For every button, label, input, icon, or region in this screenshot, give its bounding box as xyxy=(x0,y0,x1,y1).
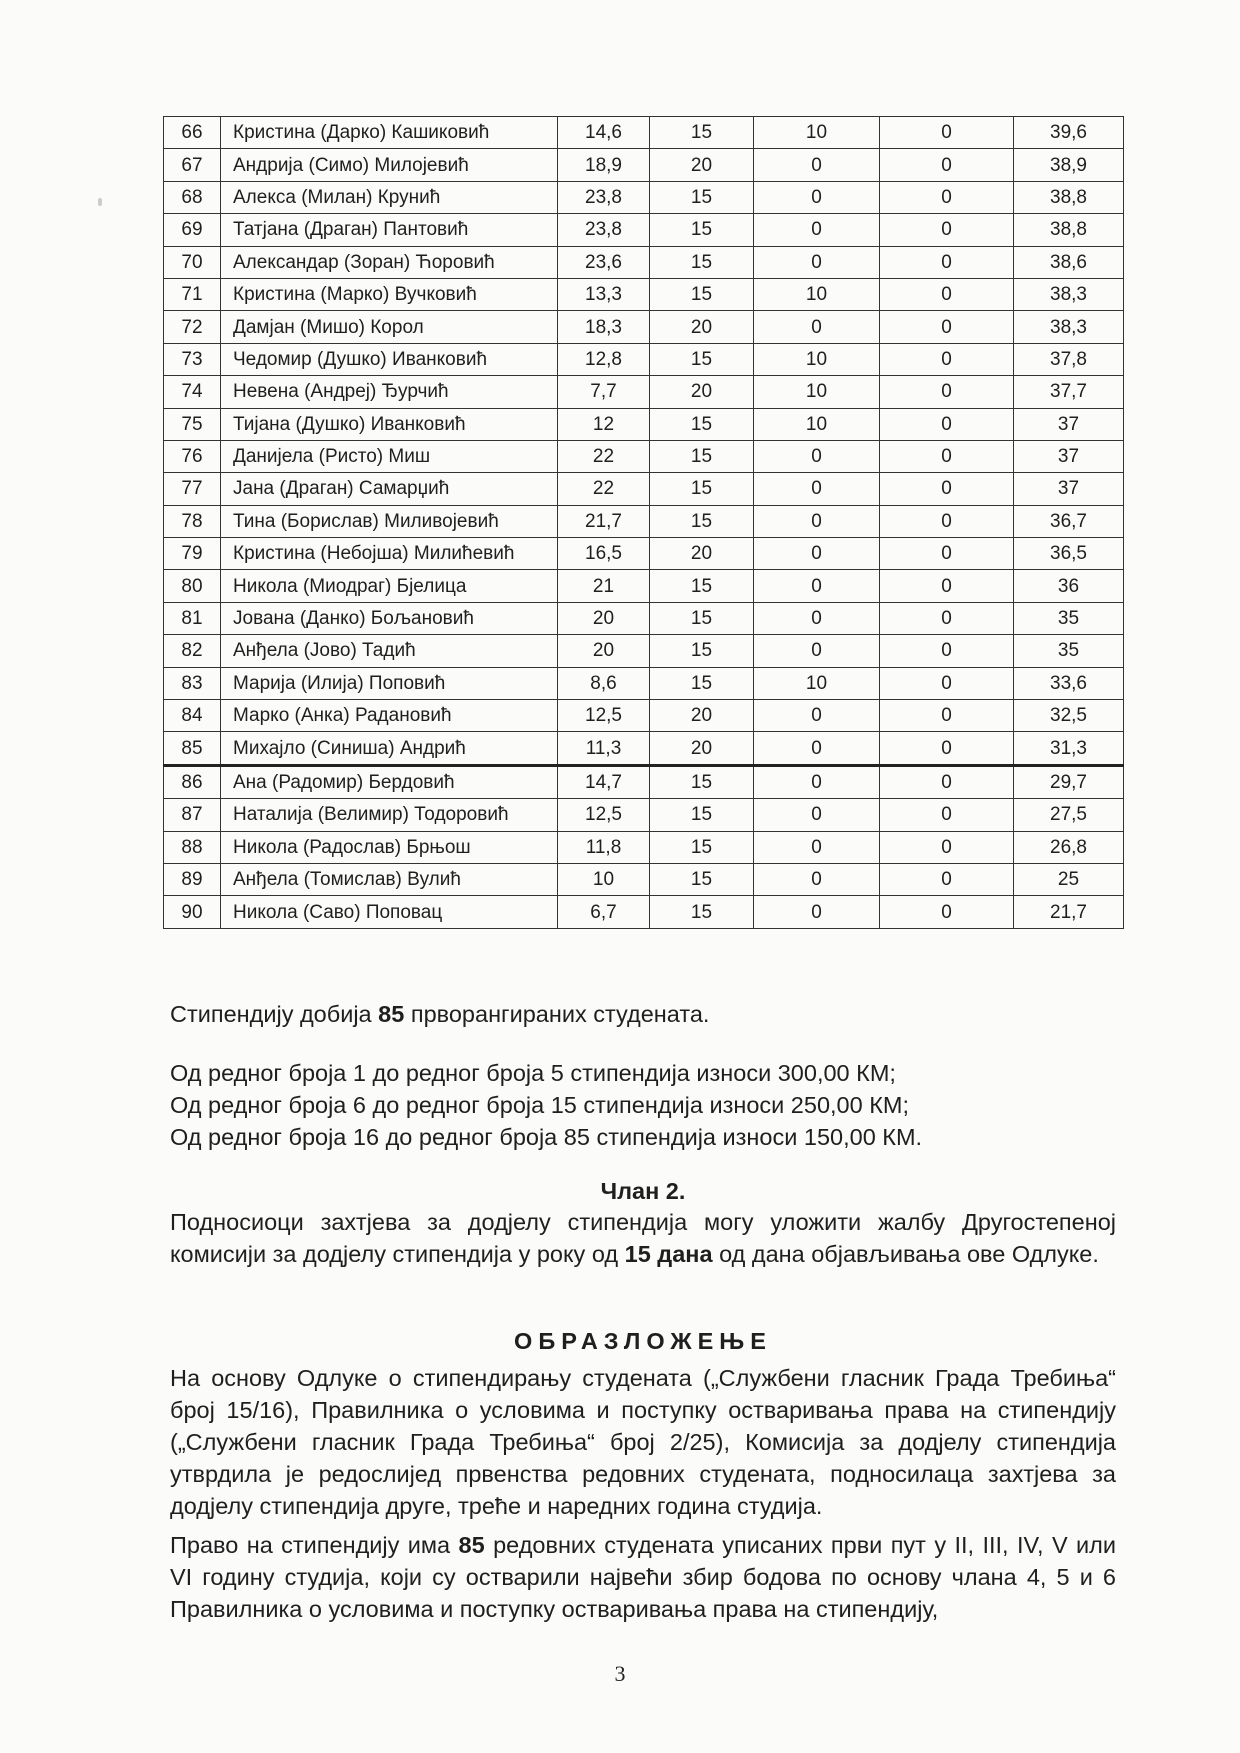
rationale-title: ОБРАЗЛОЖЕЊЕ xyxy=(514,1328,772,1354)
total-points-cell: 37,7 xyxy=(1014,376,1124,408)
grade-points-cell: 11,8 xyxy=(558,831,650,863)
year-points-cell: 20 xyxy=(650,376,754,408)
other-points-cell: 0 xyxy=(880,278,1014,310)
student-name-cell: Анђела (Томислав) Вулић xyxy=(221,863,558,895)
grade-points-cell: 16,5 xyxy=(558,538,650,570)
student-name-cell: Татјана (Драган) Пантовић xyxy=(221,214,558,246)
rank-number-cell: 89 xyxy=(164,863,221,895)
social-points-cell: 0 xyxy=(754,863,880,895)
rationale-paragraph-1: На основу Одлуке о стипендирању студената („Службени гласник Града Требиња“ број 15/16), Правилника о условима и поступку остваривања права на стипендију („Службени гласник Града Требиња“ број 2/25), Комисија за додјелу стипендија утврдила је редослијед првенства редовних студената, подносилаца захтјева за додјелу стипендија друге, треће и наредних година студија. xyxy=(170,1365,1116,1519)
student-name-cell: Дамјан (Мишо) Корол xyxy=(221,311,558,343)
other-points-cell: 0 xyxy=(880,246,1014,278)
rank-number-cell: 85 xyxy=(164,732,221,765)
social-points-cell: 10 xyxy=(754,667,880,699)
total-points-cell: 39,6 xyxy=(1014,117,1124,149)
grade-points-cell: 12,8 xyxy=(558,343,650,375)
grade-points-cell: 13,3 xyxy=(558,278,650,310)
table-row xyxy=(164,376,1124,408)
other-points-cell: 0 xyxy=(880,799,1014,831)
total-points-cell: 36,7 xyxy=(1014,505,1124,537)
total-points-cell: 38,8 xyxy=(1014,181,1124,213)
other-points-cell: 0 xyxy=(880,667,1014,699)
social-points-cell: 0 xyxy=(754,570,880,602)
social-points-cell: 0 xyxy=(754,602,880,634)
table-row xyxy=(164,765,1124,798)
total-points-cell: 31,3 xyxy=(1014,732,1124,765)
total-points-cell: 25 xyxy=(1014,863,1124,895)
student-name-cell: Никола (Саво) Поповац xyxy=(221,896,558,928)
table-row xyxy=(164,149,1124,181)
amount-line: Од редног броја 16 до редног броја 85 стипендија износи 150,00 КМ. xyxy=(170,1124,923,1150)
student-name-cell: Алекса (Милан) Крунић xyxy=(221,181,558,213)
year-points-cell: 15 xyxy=(650,440,754,472)
student-name-cell: Никола (Радослав) Брњош xyxy=(221,831,558,863)
table-row xyxy=(164,214,1124,246)
table-row xyxy=(164,538,1124,570)
student-name-cell: Данијела (Ристо) Миш xyxy=(221,440,558,472)
rank-number-cell: 82 xyxy=(164,635,221,667)
rank-number-cell: 74 xyxy=(164,376,221,408)
rank-number-cell: 78 xyxy=(164,505,221,537)
social-points-cell: 0 xyxy=(754,440,880,472)
other-points-cell: 0 xyxy=(880,440,1014,472)
rank-number-cell: 70 xyxy=(164,246,221,278)
other-points-cell: 0 xyxy=(880,896,1014,928)
year-points-cell: 15 xyxy=(650,863,754,895)
grade-points-cell: 22 xyxy=(558,473,650,505)
rank-number-cell: 79 xyxy=(164,538,221,570)
other-points-cell: 0 xyxy=(880,831,1014,863)
grade-points-cell: 10 xyxy=(558,863,650,895)
other-points-cell: 0 xyxy=(880,570,1014,602)
total-points-cell: 37,8 xyxy=(1014,343,1124,375)
total-points-cell: 36 xyxy=(1014,570,1124,602)
rationale-paragraph-2: Право на стипендију има 85 редовних студената уписаних први пут у II, III, IV, V или VI годину студија, који су остварили највећи збир бодова по основу члана 4, 5 и 6 Правилника о условима и поступку остваривања права на стипендију, xyxy=(170,1532,1116,1622)
student-name-cell: Јована (Данко) Бољановић xyxy=(221,602,558,634)
table-row xyxy=(164,505,1124,537)
grade-points-cell: 12,5 xyxy=(558,700,650,732)
year-points-cell: 15 xyxy=(650,765,754,798)
total-points-cell: 33,6 xyxy=(1014,667,1124,699)
social-points-cell: 0 xyxy=(754,149,880,181)
total-points-cell: 37 xyxy=(1014,440,1124,472)
social-points-cell: 10 xyxy=(754,117,880,149)
table-row xyxy=(164,343,1124,375)
table-row xyxy=(164,831,1124,863)
year-points-cell: 15 xyxy=(650,667,754,699)
grade-points-cell: 14,7 xyxy=(558,765,650,798)
year-points-cell: 15 xyxy=(650,505,754,537)
social-points-cell: 0 xyxy=(754,765,880,798)
rank-number-cell: 81 xyxy=(164,602,221,634)
table-row xyxy=(164,311,1124,343)
rank-number-cell: 80 xyxy=(164,570,221,602)
other-points-cell: 0 xyxy=(880,732,1014,765)
table-row xyxy=(164,700,1124,732)
total-points-cell: 35 xyxy=(1014,635,1124,667)
student-name-cell: Ана (Радомир) Бердовић xyxy=(221,765,558,798)
total-points-cell: 27,5 xyxy=(1014,799,1124,831)
rank-number-cell: 75 xyxy=(164,408,221,440)
social-points-cell: 0 xyxy=(754,214,880,246)
social-points-cell: 0 xyxy=(754,700,880,732)
rank-number-cell: 66 xyxy=(164,117,221,149)
table-row xyxy=(164,799,1124,831)
table-row xyxy=(164,732,1124,765)
student-name-cell: Никола (Миодраг) Бјелица xyxy=(221,570,558,602)
other-points-cell: 0 xyxy=(880,863,1014,895)
grade-points-cell: 20 xyxy=(558,602,650,634)
grade-points-cell: 18,3 xyxy=(558,311,650,343)
student-name-cell: Невена (Андреј) Ђурчић xyxy=(221,376,558,408)
rank-number-cell: 84 xyxy=(164,700,221,732)
grade-points-cell: 14,6 xyxy=(558,117,650,149)
year-points-cell: 15 xyxy=(650,635,754,667)
total-points-cell: 38,9 xyxy=(1014,149,1124,181)
year-points-cell: 15 xyxy=(650,473,754,505)
student-name-cell: Анђела (Јово) Тадић xyxy=(221,635,558,667)
social-points-cell: 10 xyxy=(754,408,880,440)
page-number: 3 xyxy=(614,1661,626,1686)
social-points-cell: 10 xyxy=(754,376,880,408)
table-row xyxy=(164,117,1124,149)
other-points-cell: 0 xyxy=(880,538,1014,570)
other-points-cell: 0 xyxy=(880,214,1014,246)
student-name-cell: Кристина (Дарко) Кашиковић xyxy=(221,117,558,149)
year-points-cell: 15 xyxy=(650,117,754,149)
rank-number-cell: 87 xyxy=(164,799,221,831)
grade-points-cell: 12,5 xyxy=(558,799,650,831)
student-name-cell: Марија (Илија) Поповић xyxy=(221,667,558,699)
grade-points-cell: 8,6 xyxy=(558,667,650,699)
amount-line: Од редног броја 6 до редног броја 15 стипендија износи 250,00 КМ; xyxy=(170,1092,910,1118)
other-points-cell: 0 xyxy=(880,700,1014,732)
amounts-block xyxy=(170,1057,1116,1153)
article-2-title: Члан 2. xyxy=(600,1178,686,1204)
total-points-cell: 38,8 xyxy=(1014,214,1124,246)
table-row xyxy=(164,181,1124,213)
other-points-cell: 0 xyxy=(880,408,1014,440)
grade-points-cell: 18,9 xyxy=(558,149,650,181)
grade-points-cell: 7,7 xyxy=(558,376,650,408)
rank-number-cell: 90 xyxy=(164,896,221,928)
table-row xyxy=(164,602,1124,634)
total-points-cell: 38,3 xyxy=(1014,311,1124,343)
social-points-cell: 0 xyxy=(754,538,880,570)
other-points-cell: 0 xyxy=(880,505,1014,537)
total-points-cell: 38,6 xyxy=(1014,246,1124,278)
total-points-cell: 29,7 xyxy=(1014,765,1124,798)
grade-points-cell: 23,8 xyxy=(558,181,650,213)
student-name-cell: Кристина (Небојша) Милићевић xyxy=(221,538,558,570)
year-points-cell: 15 xyxy=(650,278,754,310)
rank-number-cell: 77 xyxy=(164,473,221,505)
table-row xyxy=(164,473,1124,505)
rank-number-cell: 73 xyxy=(164,343,221,375)
year-points-cell: 15 xyxy=(650,246,754,278)
other-points-cell: 0 xyxy=(880,181,1014,213)
student-name-cell: Наталија (Велимир) Тодоровић xyxy=(221,799,558,831)
rank-number-cell: 72 xyxy=(164,311,221,343)
rank-number-cell: 67 xyxy=(164,149,221,181)
grade-points-cell: 23,8 xyxy=(558,214,650,246)
social-points-cell: 0 xyxy=(754,896,880,928)
student-name-cell: Кристина (Марко) Вучковић xyxy=(221,278,558,310)
social-points-cell: 10 xyxy=(754,343,880,375)
year-points-cell: 15 xyxy=(650,799,754,831)
table-row xyxy=(164,278,1124,310)
grade-points-cell: 6,7 xyxy=(558,896,650,928)
student-name-cell: Марко (Анка) Радановић xyxy=(221,700,558,732)
social-points-cell: 0 xyxy=(754,311,880,343)
student-name-cell: Михајло (Синиша) Андрић xyxy=(221,732,558,765)
year-points-cell: 15 xyxy=(650,896,754,928)
social-points-cell: 0 xyxy=(754,635,880,667)
rank-number-cell: 83 xyxy=(164,667,221,699)
grade-points-cell: 12 xyxy=(558,408,650,440)
year-points-cell: 15 xyxy=(650,181,754,213)
other-points-cell: 0 xyxy=(880,311,1014,343)
year-points-cell: 15 xyxy=(650,831,754,863)
amount-line: Од редног броја 1 до редног броја 5 стипендија износи 300,00 КМ; xyxy=(170,1060,896,1086)
student-name-cell: Јана (Драган) Самарџић xyxy=(221,473,558,505)
total-points-cell: 32,5 xyxy=(1014,700,1124,732)
year-points-cell: 15 xyxy=(650,602,754,634)
table-row xyxy=(164,246,1124,278)
rank-number-cell: 86 xyxy=(164,765,221,798)
total-points-cell: 36,5 xyxy=(1014,538,1124,570)
year-points-cell: 20 xyxy=(650,700,754,732)
rank-number-cell: 88 xyxy=(164,831,221,863)
rank-number-cell: 68 xyxy=(164,181,221,213)
other-points-cell: 0 xyxy=(880,473,1014,505)
table-row xyxy=(164,635,1124,667)
year-points-cell: 15 xyxy=(650,214,754,246)
social-points-cell: 0 xyxy=(754,473,880,505)
other-points-cell: 0 xyxy=(880,635,1014,667)
social-points-cell: 0 xyxy=(754,505,880,537)
ranking-table xyxy=(163,116,1124,929)
social-points-cell: 0 xyxy=(754,831,880,863)
year-points-cell: 15 xyxy=(650,343,754,375)
year-points-cell: 20 xyxy=(650,149,754,181)
other-points-cell: 0 xyxy=(880,765,1014,798)
grade-points-cell: 20 xyxy=(558,635,650,667)
scan-mark xyxy=(98,198,102,206)
year-points-cell: 20 xyxy=(650,311,754,343)
article-2-text: Подносиоци захтјева за додјелу стипендија могу уложити жалбу Другостепеној комисији за додјелу стипендија у року од 15 дана од дана објављивања ове Одлуке. xyxy=(170,1209,1116,1267)
other-points-cell: 0 xyxy=(880,343,1014,375)
year-points-cell: 20 xyxy=(650,732,754,765)
table-row xyxy=(164,896,1124,928)
other-points-cell: 0 xyxy=(880,602,1014,634)
recipients-summary: Стипендију добија 85 прворангираних студената. xyxy=(170,1001,710,1027)
student-name-cell: Тијана (Душко) Иванковић xyxy=(221,408,558,440)
table-row xyxy=(164,408,1124,440)
table-row xyxy=(164,440,1124,472)
table-row xyxy=(164,570,1124,602)
year-points-cell: 15 xyxy=(650,408,754,440)
rank-number-cell: 76 xyxy=(164,440,221,472)
student-name-cell: Андрија (Симо) Милојевић xyxy=(221,149,558,181)
total-points-cell: 35 xyxy=(1014,602,1124,634)
other-points-cell: 0 xyxy=(880,149,1014,181)
year-points-cell: 15 xyxy=(650,570,754,602)
table-row xyxy=(164,863,1124,895)
social-points-cell: 0 xyxy=(754,799,880,831)
year-points-cell: 20 xyxy=(650,538,754,570)
total-points-cell: 21,7 xyxy=(1014,896,1124,928)
rank-number-cell: 71 xyxy=(164,278,221,310)
total-points-cell: 37 xyxy=(1014,473,1124,505)
other-points-cell: 0 xyxy=(880,117,1014,149)
social-points-cell: 10 xyxy=(754,278,880,310)
grade-points-cell: 22 xyxy=(558,440,650,472)
total-points-cell: 37 xyxy=(1014,408,1124,440)
grade-points-cell: 21,7 xyxy=(558,505,650,537)
social-points-cell: 0 xyxy=(754,181,880,213)
grade-points-cell: 21 xyxy=(558,570,650,602)
total-points-cell: 26,8 xyxy=(1014,831,1124,863)
other-points-cell: 0 xyxy=(880,376,1014,408)
student-name-cell: Александар (Зоран) Ћоровић xyxy=(221,246,558,278)
rank-number-cell: 69 xyxy=(164,214,221,246)
social-points-cell: 0 xyxy=(754,732,880,765)
total-points-cell: 38,3 xyxy=(1014,278,1124,310)
social-points-cell: 0 xyxy=(754,246,880,278)
grade-points-cell: 23,6 xyxy=(558,246,650,278)
student-name-cell: Чедомир (Душко) Иванковић xyxy=(221,343,558,375)
grade-points-cell: 11,3 xyxy=(558,732,650,765)
table-row xyxy=(164,667,1124,699)
student-name-cell: Тина (Борислав) Миливојевић xyxy=(221,505,558,537)
